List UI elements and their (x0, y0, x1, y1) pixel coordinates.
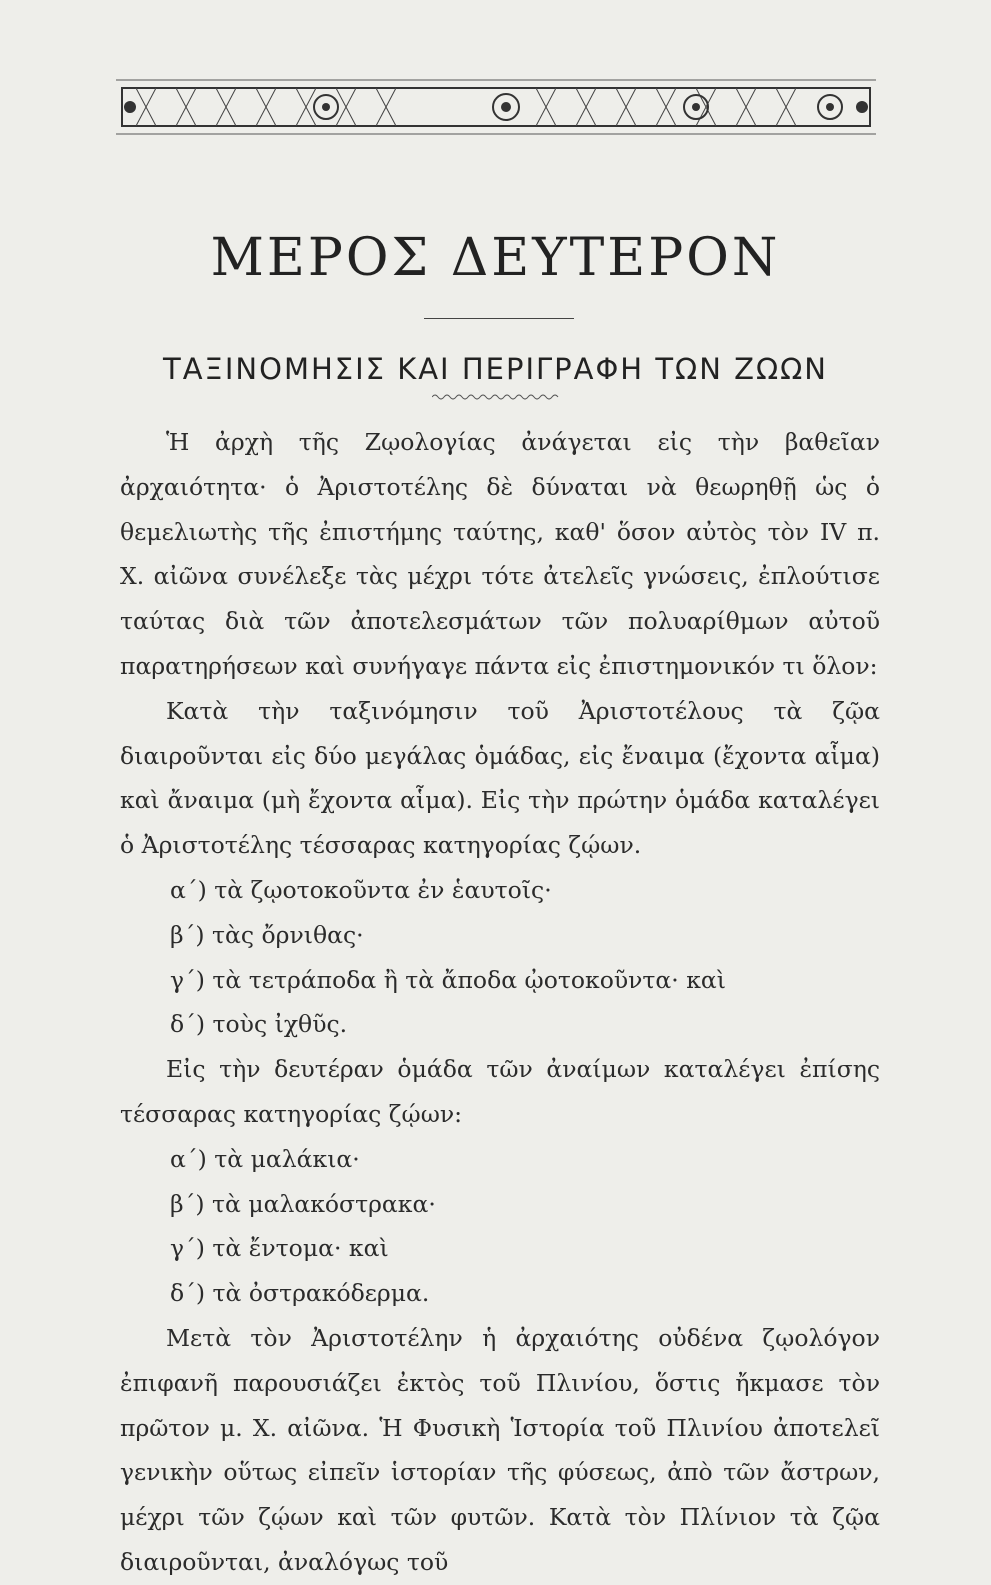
paragraph-1: Ἡ ἀρχὴ τῆς Ζῳολογίας ἀνάγεται εἰς τὴν βαθεῖαν ἀρχαιότητα· ὁ Ἀριστοτέλης δὲ δύναται νὰ θεωρηθῇ ὡς ὁ θεμελιωτὴς τῆς ἐπιστήμης ταύτης, καθ' ὅσον αὐτὸς τὸν IV π. Χ. αἰῶνα συνέλεξε τὰς μέχρι τότε ἀτελεῖς γνώσεις, ἐπλούτισε ταύτας διὰ τῶν ἀποτελεσμάτων τῶν πολυαρίθμων αὐτοῦ παρατηρήσεων καὶ συνήγαγε πάντα εἰς ἐπιστημονικόν τι ὅλον: (120, 428, 880, 680)
body-text (120, 420, 880, 1585)
paragraph-2: Κατὰ τὴν ταξινόμησιν τοῦ Ἀριστοτέλους τὰ ζῷα διαιροῦνται εἰς δύο μεγάλας ὁμάδας, εἰς ἔναιμα (ἔχοντα αἷμα) καὶ ἄναιμα (μὴ ἔχοντα αἷμα). Εἰς τὴν πρώτην ὁμάδα καταλέγει ὁ Ἀριστοτέλης τέσσαρας κατηγορίας ζῴων. (120, 696, 880, 860)
wavy-divider-icon (432, 392, 562, 402)
list-item: β΄) τὰ μαλακόστρακα· (170, 1189, 436, 1218)
list-item: β΄) τὰς ὄρνιθας· (170, 920, 364, 949)
list-item: δ΄) τὰ ὀστρακόδερμα. (170, 1279, 430, 1308)
section-heading: ΤΑΞΙΝΟΜΗΣΙΣ ΚΑΙ ΠΕΡΙΓΡΑΦΗ ΤΩΝ ΖΩΩΝ (163, 352, 828, 386)
title-divider (424, 318, 574, 319)
part-title: ΜΕΡΟΣ ΔΕΥΤΕΡΟΝ (210, 228, 781, 288)
floral-border-ornament-icon (116, 76, 876, 138)
paragraph-3: Εἰς τὴν δευτέραν ὁμάδα τῶν ἀναίμων καταλέγει ἐπίσης τέσσαρας κατηγορίας ζῴων: (120, 1055, 880, 1128)
list-item: α΄) τὰ μαλάκια· (170, 1144, 360, 1173)
list-item: γ΄) τὰ τετράποδα ἢ τὰ ἄποδα ᾠοτοκοῦντα· καὶ (170, 965, 727, 994)
list-item: α΄) τὰ ζῳοτοκοῦντα ἐν ἑαυτοῖς· (170, 875, 552, 904)
paragraph-4: Μετὰ τὸν Ἀριστοτέλην ἡ ἀρχαιότης οὐδένα ζῳολόγον ἐπιφανῆ παρουσιάζει ἐκτὸς τοῦ Πλινίου, ὅστις ἤκμασε τὸν πρῶτον μ. Χ. αἰῶνα. Ἡ Φυσικὴ Ἱστορία τοῦ Πλινίου ἀποτελεῖ γενικὴν οὕτως εἰπεῖν ἱστορίαν τῆς φύσεως, ἀπὸ τῶν ἄστρων, μέχρι τῶν ζῴων καὶ τῶν φυτῶν. Κατὰ τὸν Πλίνιον τὰ ζῷα διαιροῦνται, ἀναλόγως τοῦ (120, 1323, 880, 1576)
list-item: γ΄) τὰ ἔντομα· καὶ (170, 1234, 389, 1263)
list-item: δ΄) τοὺς ἰχθῦς. (170, 1010, 348, 1039)
